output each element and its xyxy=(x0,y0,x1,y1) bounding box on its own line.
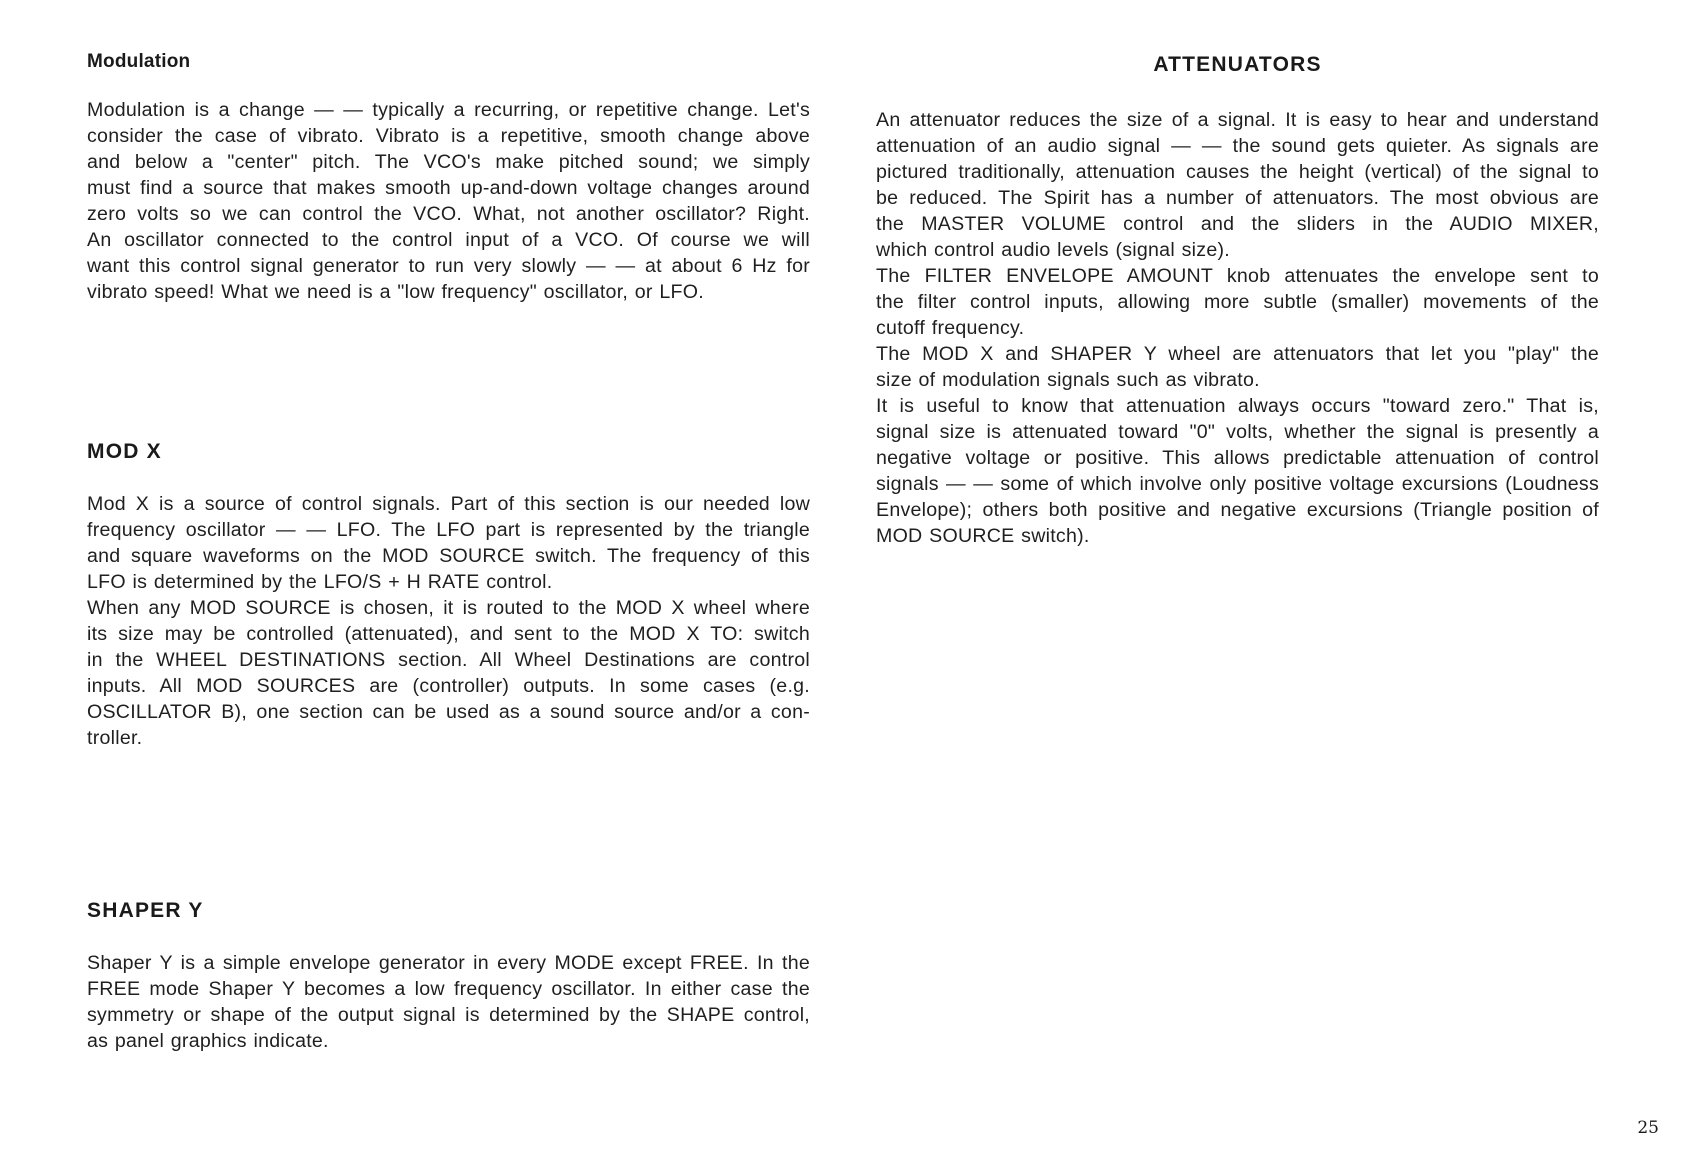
text-line: The MOD X and SHAPER Y wheel are attenuators that let you "play" the xyxy=(876,343,1599,365)
text-line: Modulation is a change — — typically a recurring, or repetitive change. Let's xyxy=(87,99,810,121)
text-line: An oscillator connected to the control input of a VCO. Of course we will xyxy=(87,229,810,251)
attenuators-paragraph xyxy=(876,107,1599,549)
text-line: the MASTER VOLUME control and the sliders in the AUDIO MIXER, xyxy=(876,213,1599,235)
text-line: troller. xyxy=(87,727,143,749)
text-line: MOD SOURCE switch). xyxy=(876,525,1090,547)
text-line: inputs. All MOD SOURCES are (controller) outputs. In some cases (e.g. xyxy=(87,675,810,697)
text-line: LFO is determined by the LFO/S + H RATE control. xyxy=(87,571,553,593)
text-line: symmetry or shape of the output signal is determined by the SHAPE control, xyxy=(87,1004,810,1026)
modulation-paragraph xyxy=(87,97,810,305)
text-line: pictured traditionally, attenuation causes the height (vertical) of the signal to xyxy=(876,161,1599,183)
text-line: be reduced. The Spirit has a number of attenuators. The most obvious are xyxy=(876,187,1599,209)
text-line: its size may be controlled (attenuated), and sent to the MOD X TO: switch xyxy=(87,623,810,645)
text-line: signal size is attenuated toward "0" volts, whether the signal is presently a xyxy=(876,421,1599,443)
text-line: negative voltage or positive. This allows predictable attenuation of control xyxy=(876,447,1599,469)
text-line: size of modulation signals such as vibrato. xyxy=(876,369,1260,391)
modulation-heading: Modulation xyxy=(87,51,191,72)
attenuators-heading: ATTENUATORS xyxy=(1153,53,1322,76)
text-line: which control audio levels (signal size). xyxy=(876,239,1230,261)
text-line: and below a "center" pitch. The VCO's make pitched sound; we simply xyxy=(87,151,810,173)
text-line: in the WHEEL DESTINATIONS section. All Wheel Destinations are control xyxy=(87,649,810,671)
text-line: It is useful to know that attenuation always occurs "toward zero." That is, xyxy=(876,395,1599,417)
text-line: consider the case of vibrato. Vibrato is a repetitive, smooth change above xyxy=(87,125,810,147)
mod-x-heading: MOD X xyxy=(87,440,162,463)
page-number: 25 xyxy=(1637,1118,1659,1138)
text-line: as panel graphics indicate. xyxy=(87,1030,329,1052)
text-line: Envelope); others both positive and negative excursions (Triangle position of xyxy=(876,499,1599,521)
text-line: want this control signal generator to run very slowly — — at about 6 Hz for xyxy=(87,255,810,277)
shaper-y-heading: SHAPER Y xyxy=(87,899,204,922)
text-line: must find a source that makes smooth up-and-down voltage changes around xyxy=(87,177,810,199)
text-line: zero volts so we can control the VCO. What, not another oscillator? Right. xyxy=(87,203,810,225)
text-line: When any MOD SOURCE is chosen, it is routed to the MOD X wheel where xyxy=(87,597,810,619)
text-line: The FILTER ENVELOPE AMOUNT knob attenuates the envelope sent to xyxy=(876,265,1599,287)
text-line: Mod X is a source of control signals. Part of this section is our needed low xyxy=(87,493,810,515)
text-line: signals — — some of which involve only positive voltage excursions (Loudness xyxy=(876,473,1599,495)
text-line: frequency oscillator — — LFO. The LFO part is represented by the triangle xyxy=(87,519,810,541)
text-line: Shaper Y is a simple envelope generator in every MODE except FREE. In the xyxy=(87,952,810,974)
text-line: FREE mode Shaper Y becomes a low frequency oscillator. In either case the xyxy=(87,978,810,1000)
text-line: and square waveforms on the MOD SOURCE switch. The frequency of this xyxy=(87,545,810,567)
text-line: the filter control inputs, allowing more subtle (smaller) movements of the xyxy=(876,291,1599,313)
text-line: OSCILLATOR B), one section can be used as a sound source and/or a con- xyxy=(87,701,810,723)
text-line: An attenuator reduces the size of a signal. It is easy to hear and understand xyxy=(876,109,1599,131)
mod-x-paragraph xyxy=(87,491,810,751)
text-line: attenuation of an audio signal — — the sound gets quieter. As signals are xyxy=(876,135,1599,157)
text-line: vibrato speed! What we need is a "low frequency" oscillator, or LFO. xyxy=(87,281,704,303)
text-line: cutoff frequency. xyxy=(876,317,1025,339)
shaper-y-paragraph xyxy=(87,950,810,1054)
